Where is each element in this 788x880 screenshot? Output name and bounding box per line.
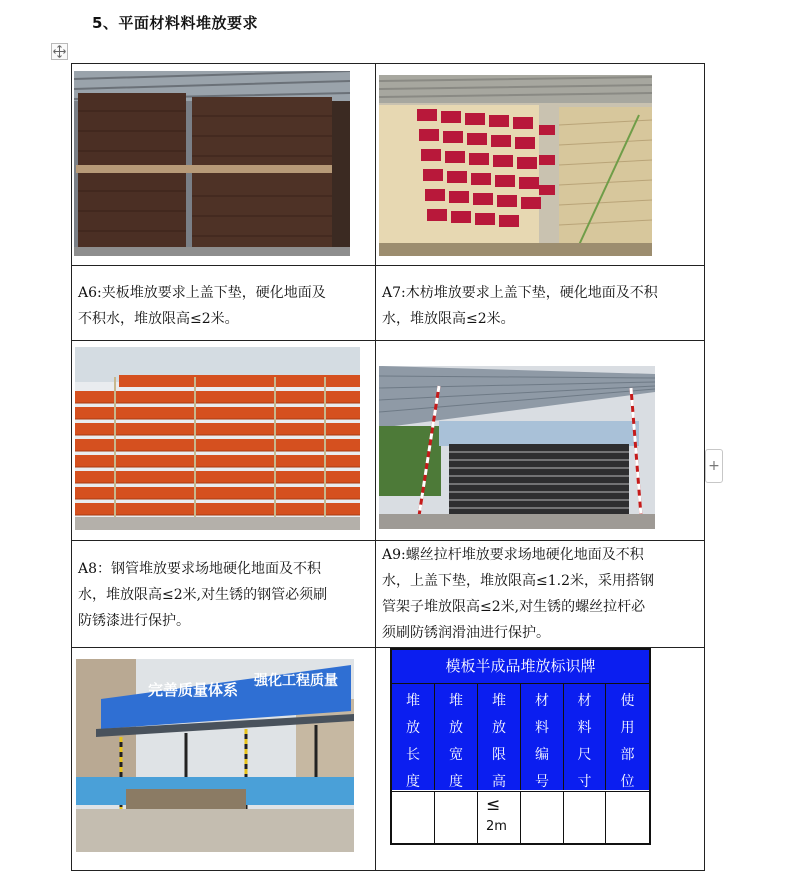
- caption-a9-line: A9:螺丝拉杆堆放要求场地硬化地面及不积: [382, 547, 644, 563]
- signboard-header-material-size: [564, 684, 606, 790]
- header-char: 料: [535, 720, 549, 736]
- header-char: 料: [577, 720, 592, 736]
- header-char: 度: [449, 774, 463, 790]
- caption-a6: [78, 280, 373, 332]
- signboard-value-cell: [564, 791, 606, 843]
- caption-a7: [382, 280, 704, 332]
- header-char: 放: [406, 720, 420, 736]
- table-column-divider: [375, 63, 376, 871]
- tie-rod-stack-photo: [379, 366, 655, 529]
- signboard-value-cell: [606, 791, 649, 843]
- signboard-header-material-number: [521, 684, 564, 790]
- caption-a8-line: 防锈漆进行保护。: [78, 613, 190, 629]
- caption-a8-line: 水，堆放限高≤2米,对生锈的钢管必须刷: [78, 587, 328, 603]
- caption-a9-line: 须刷防锈润滑油进行保护。: [382, 625, 550, 641]
- caption-a9: [382, 542, 704, 646]
- table-row-divider: [71, 340, 705, 341]
- header-char: 位: [620, 774, 635, 790]
- caption-a6-line: 不积水，堆放限高≤2米。: [78, 311, 239, 327]
- banner-text-left: 完善质量体系: [148, 681, 239, 699]
- move-arrows-icon[interactable]: [51, 43, 68, 60]
- header-char: 用: [620, 720, 635, 736]
- formwork-signboard: [390, 648, 651, 845]
- caption-a7-line: 水，堆放限高≤2米。: [382, 311, 515, 327]
- height-limit-symbol: ≤: [486, 795, 501, 815]
- caption-a8-line: A8：钢管堆放要求场地硬化地面及不积: [78, 561, 322, 577]
- header-char: 堆: [449, 693, 463, 709]
- header-char: 部: [620, 747, 635, 763]
- header-char: 堆: [492, 693, 506, 709]
- header-char: 尺: [577, 747, 592, 763]
- height-limit-value: 2m: [486, 819, 507, 834]
- signboard-value-cell: [521, 791, 564, 843]
- header-char: 放: [449, 720, 463, 736]
- steel-pipe-stack-photo: [75, 347, 360, 530]
- header-char: 号: [535, 774, 549, 790]
- header-char: 度: [406, 774, 420, 790]
- plywood-stack-photo: [74, 71, 350, 256]
- header-char: 使: [620, 693, 635, 709]
- header-char: 高: [492, 774, 506, 790]
- signboard-header-usage-location: [606, 684, 649, 790]
- caption-a7-line: A7:木枋堆放要求上盖下垫，硬化地面及不积: [382, 285, 658, 301]
- table-row-divider: [71, 540, 705, 541]
- table-row-divider: [71, 265, 705, 266]
- plus-icon[interactable]: +: [705, 449, 723, 483]
- signboard-value-height-limit: [478, 791, 521, 843]
- header-char: 堆: [406, 693, 420, 709]
- caption-a8: [78, 556, 373, 634]
- header-char: 材: [535, 693, 549, 709]
- header-char: 寸: [577, 774, 592, 790]
- timber-stack-photo: [379, 75, 652, 256]
- header-char: 限: [492, 747, 506, 763]
- caption-a9-line: 管架子堆放限高≤2米,对生锈的螺丝拉杆必: [382, 599, 646, 615]
- banner-text-right: 强化工程质量: [254, 673, 338, 689]
- header-char: 放: [492, 720, 506, 736]
- header-char: 编: [535, 747, 549, 763]
- section-heading: 5、平面材料料堆放要求: [92, 14, 258, 32]
- caption-a9-line: 水，上盖下垫，堆放限高≤1.2米，采用搭钢: [382, 573, 654, 589]
- signboard-title: 模板半成品堆放标识牌: [392, 650, 649, 684]
- signboard-header-stack-width: [435, 684, 478, 790]
- signboard-value-cell: [435, 791, 478, 843]
- header-char: 长: [406, 747, 420, 763]
- header-char: 宽: [449, 747, 463, 763]
- signboard-header-height-limit: [478, 684, 521, 790]
- header-char: 材: [577, 693, 592, 709]
- signboard-value-cell: [392, 791, 435, 843]
- caption-a6-line: A6:夹板堆放要求上盖下垫，硬化地面及: [78, 285, 326, 301]
- signboard-header-stack-length: [392, 684, 435, 790]
- storage-shelter-photo: [76, 659, 354, 852]
